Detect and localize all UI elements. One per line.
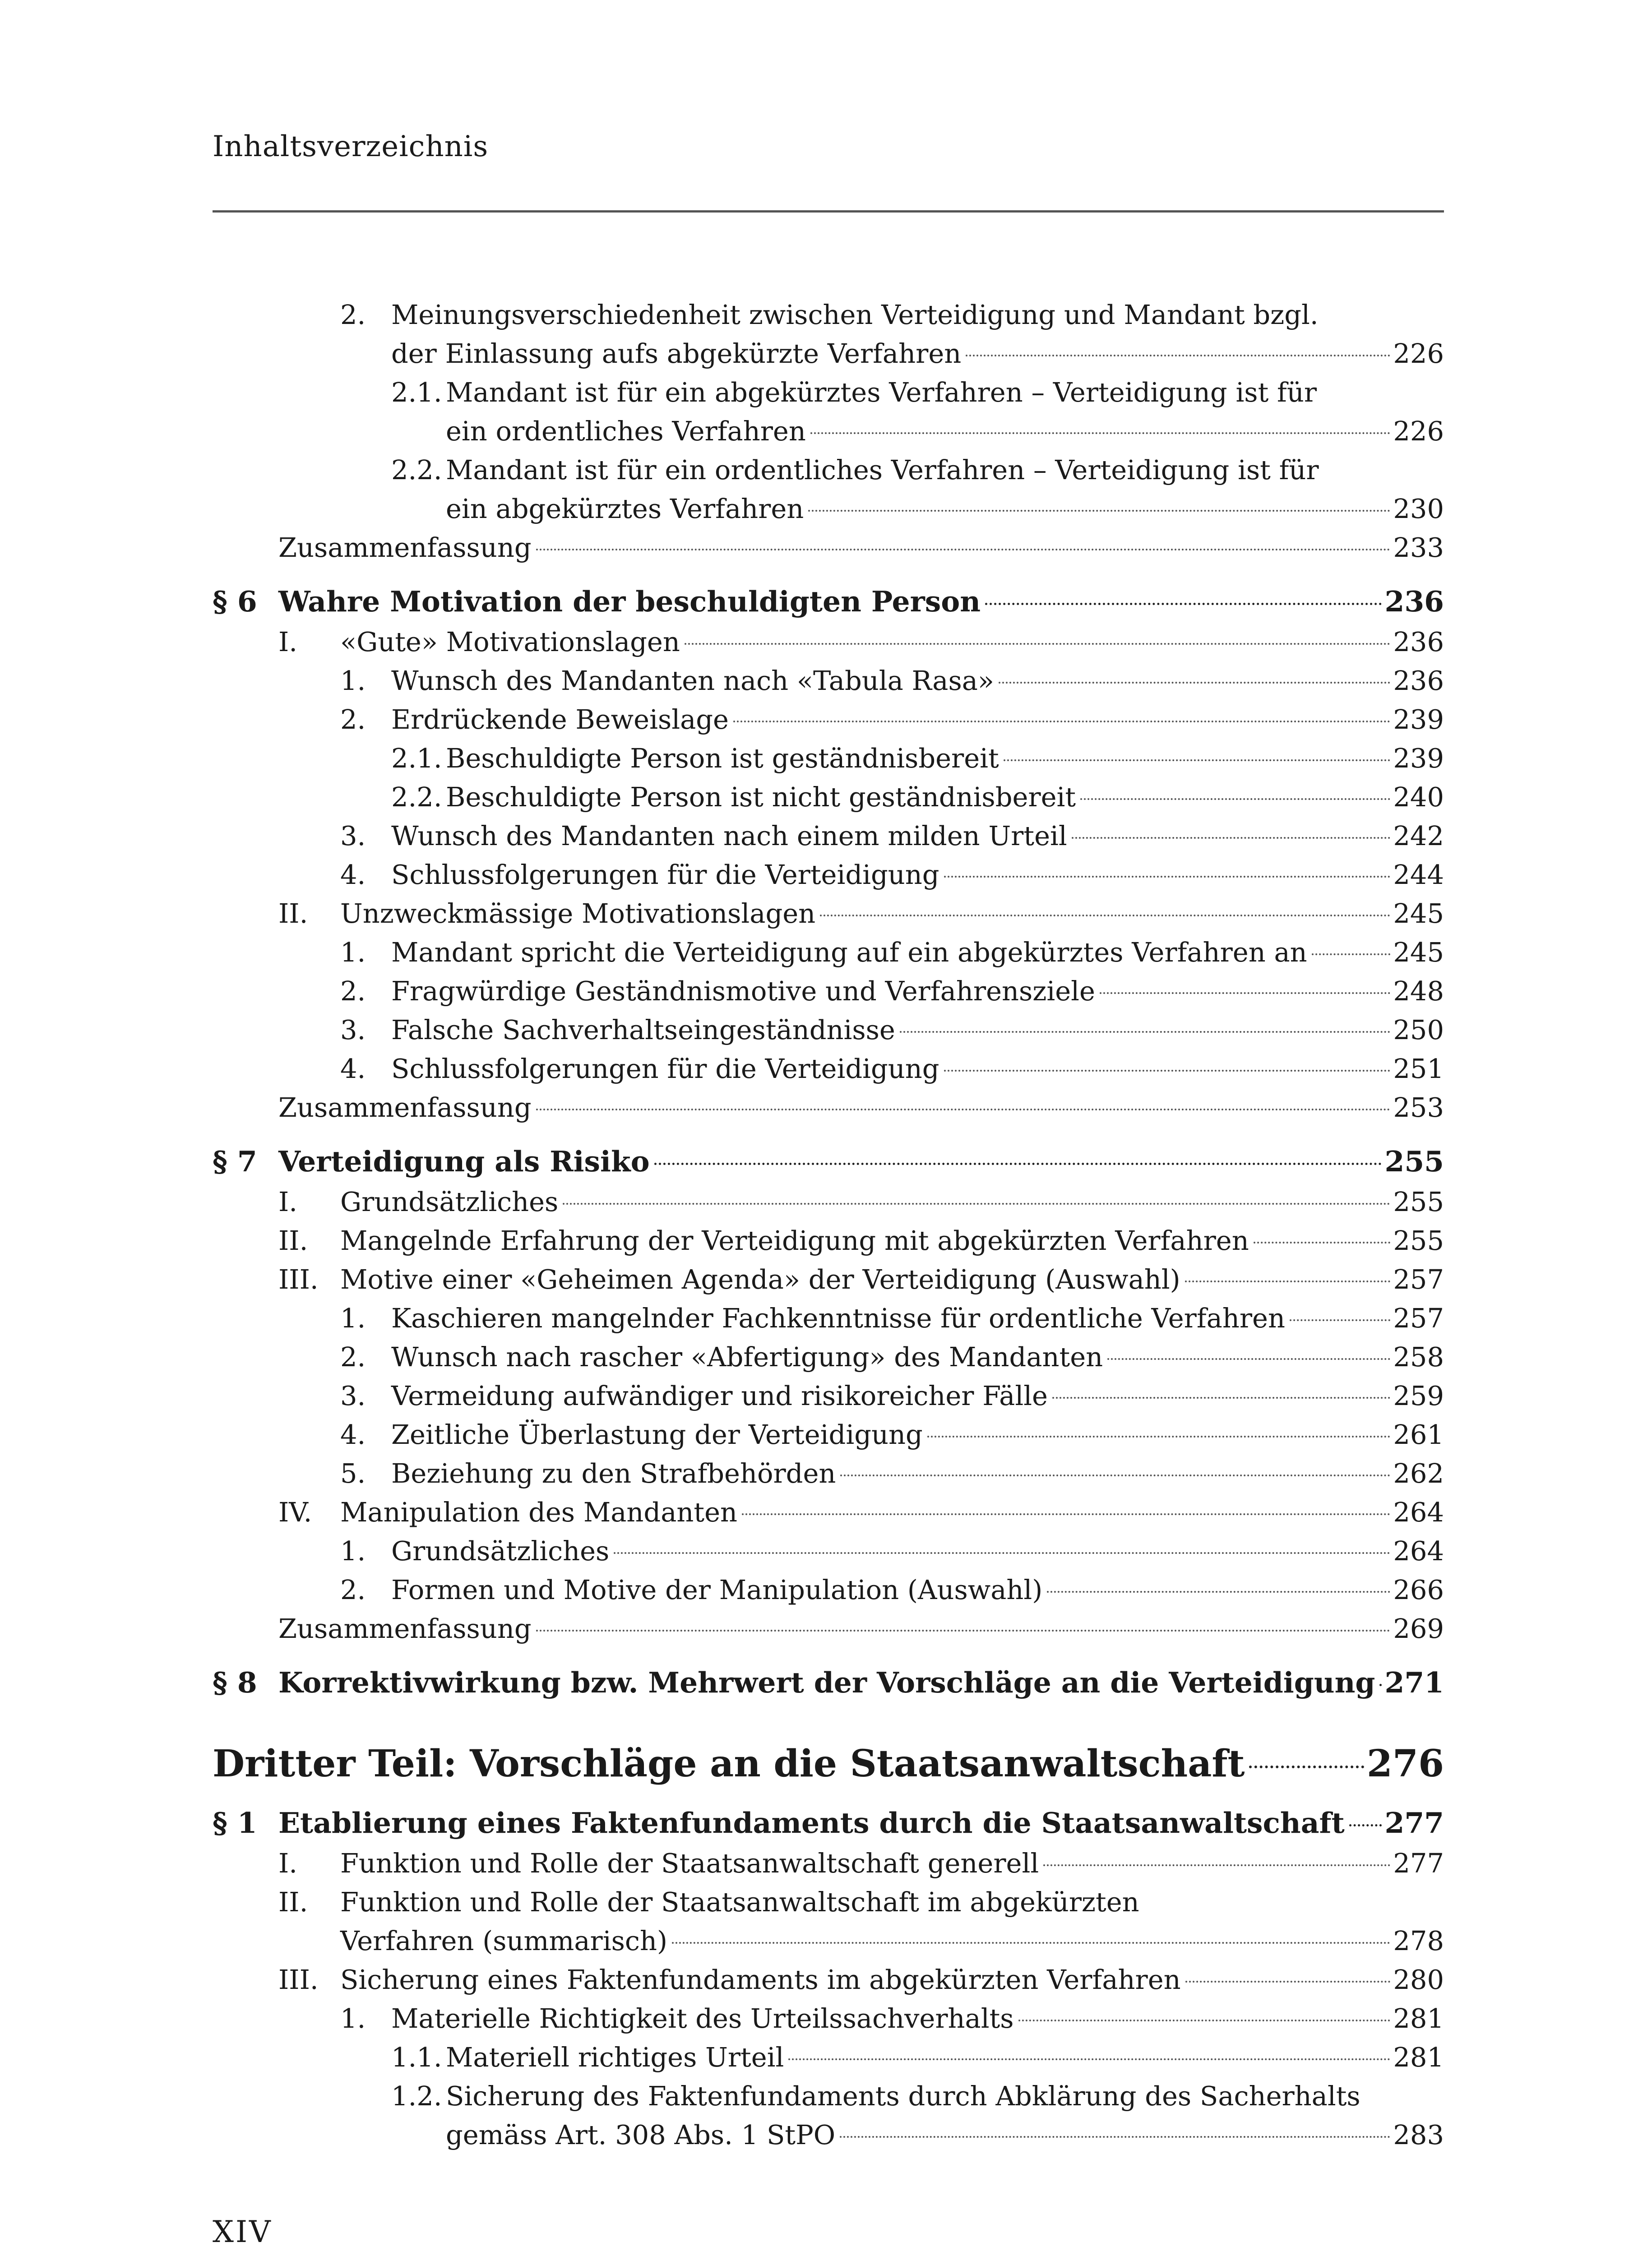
dot-leader — [1052, 1397, 1390, 1399]
toc-entry[interactable] — [213, 661, 1444, 700]
toc-entry-final-line — [278, 1088, 1444, 1127]
toc-entry-final-line — [340, 1960, 1444, 1999]
toc-entry-title: Beschuldigte Person ist nicht geständnisbereit — [446, 781, 1076, 813]
toc-entry-final-line — [446, 2116, 1444, 2154]
toc-entry-number: 2. — [340, 1341, 366, 1373]
toc-entry-title-line: Funktion und Rolle der Staatsanwaltschaft im abgekürzten — [340, 1886, 1139, 1918]
toc-entry-final-line — [391, 661, 1444, 700]
toc-page-number: 226 — [1393, 416, 1444, 447]
toc-entry-number: § 6 — [213, 585, 257, 618]
toc-entry-final-line — [391, 1532, 1444, 1571]
toc-entry-final-line — [391, 1011, 1444, 1049]
dot-leader — [840, 2136, 1390, 2138]
toc-chapter[interactable] — [213, 582, 1444, 621]
toc-entry-number: 1. — [340, 1535, 366, 1567]
toc-entry[interactable] — [213, 451, 1444, 528]
toc-entry-number: § 8 — [213, 1666, 257, 1699]
toc-entry-number: § 7 — [213, 1145, 257, 1178]
toc-entry-number: 3. — [340, 820, 366, 851]
toc-entry-number: I. — [278, 1848, 298, 1879]
toc-entry[interactable] — [213, 1415, 1444, 1454]
dot-leader — [1249, 1766, 1364, 1768]
toc-page-number: 230 — [1393, 493, 1444, 524]
toc-page-number: 264 — [1393, 1535, 1444, 1567]
toc-page-number: 255 — [1393, 1225, 1444, 1256]
toc-entry-number: 1. — [340, 2003, 366, 2034]
toc-entry-final-line — [278, 1803, 1444, 1842]
toc-entry-number: 4. — [340, 1419, 366, 1450]
dot-leader — [808, 510, 1390, 512]
toc-entry[interactable] — [213, 1532, 1444, 1571]
toc-page-number: 239 — [1393, 743, 1444, 774]
toc-entry-title: Etablierung eines Faktenfundaments durch die Staatsanwaltschaft — [278, 1806, 1345, 1840]
toc-entry-title-line: Sicherung des Faktenfundaments durch Abklärung des Sacherhalts — [446, 2080, 1360, 2112]
toc-entry[interactable] — [213, 855, 1444, 894]
toc-entry-title: Schlussfolgerungen für die Verteidigung — [391, 1053, 939, 1084]
toc-entry[interactable] — [213, 1338, 1444, 1377]
toc-entry-final-line — [340, 1922, 1444, 1960]
toc-entry[interactable] — [213, 2077, 1444, 2154]
toc-entry-title: der Einlassung aufs abgekürzte Verfahren — [391, 338, 962, 369]
dot-leader — [733, 721, 1390, 722]
dot-leader — [672, 1942, 1390, 1944]
toc-page-number: 253 — [1393, 1092, 1444, 1123]
toc-entry-number: 1.2. — [391, 2080, 442, 2112]
toc-entry-number: 2. — [340, 704, 366, 735]
toc-entry[interactable] — [213, 1221, 1444, 1260]
toc-entry-final-line — [340, 1493, 1444, 1532]
toc-entry-number: 2.2. — [391, 781, 442, 813]
toc-entry-title: Funktion und Rolle der Staatsanwaltschaft generell — [340, 1848, 1039, 1879]
toc-entry-final-line — [391, 700, 1444, 739]
dot-leader — [788, 2058, 1390, 2060]
toc-entry-title: Grundsätzliches — [340, 1186, 559, 1217]
table-of-contents — [213, 296, 1444, 2154]
toc-page-number: 269 — [1393, 1613, 1444, 1644]
toc-entry-number: 1. — [340, 937, 366, 968]
toc-entry-title: Beziehung zu den Strafbehörden — [391, 1458, 836, 1489]
toc-entry-final-line — [278, 528, 1444, 567]
toc-page-number: 264 — [1393, 1497, 1444, 1528]
toc-entry-final-line — [340, 1221, 1444, 1260]
dot-leader — [944, 876, 1391, 878]
dot-leader — [1290, 1319, 1390, 1321]
dot-leader — [1254, 1242, 1391, 1244]
toc-page-number: 255 — [1393, 1186, 1444, 1217]
dot-leader — [1100, 992, 1390, 994]
toc-entry-title: Fragwürdige Geständnismotive und Verfahrensziele — [391, 975, 1095, 1007]
dot-leader — [1018, 2020, 1391, 2021]
toc-entry-final-line — [391, 972, 1444, 1011]
toc-page-number: 244 — [1393, 859, 1444, 890]
toc-entry[interactable] — [213, 1999, 1444, 2038]
dot-leader — [985, 603, 1382, 605]
toc-entry[interactable] — [213, 1011, 1444, 1049]
toc-page-number: 261 — [1393, 1419, 1444, 1450]
toc-entry-number: II. — [278, 1225, 308, 1256]
toc-page-number: 277 — [1384, 1806, 1444, 1840]
toc-entry-title-line: Mandant ist für ein abgekürztes Verfahren – Verteidigung ist für — [446, 377, 1317, 408]
dot-leader — [536, 1109, 1391, 1110]
toc-entry-final-line — [446, 739, 1444, 778]
toc-entry[interactable] — [213, 1183, 1444, 1221]
toc-page-number: 255 — [1384, 1145, 1444, 1178]
dot-leader — [1312, 953, 1391, 955]
toc-entry-number: III. — [278, 1964, 319, 1995]
toc-entry-title: ein ordentliches Verfahren — [446, 416, 806, 447]
toc-entry-final-line — [391, 933, 1444, 972]
header-rule — [213, 210, 1444, 213]
dot-leader — [1185, 1281, 1391, 1282]
toc-entry[interactable] — [213, 1493, 1444, 1532]
toc-chapter[interactable] — [213, 1663, 1444, 1702]
dot-leader — [654, 1163, 1382, 1165]
dot-leader — [900, 1031, 1391, 1033]
dot-leader — [927, 1436, 1391, 1438]
toc-entry[interactable] — [213, 1377, 1444, 1415]
toc-chapter[interactable] — [213, 1803, 1444, 1842]
toc-entry-final-line — [278, 1609, 1444, 1648]
toc-page-number: 258 — [1393, 1341, 1444, 1373]
toc-entry-number: 2.1. — [391, 377, 442, 408]
toc-entry[interactable] — [213, 972, 1444, 1011]
toc-entry-title: Zeitliche Überlastung der Verteidigung — [391, 1419, 923, 1450]
toc-part[interactable] — [213, 1739, 1444, 1789]
toc-entry[interactable] — [213, 623, 1444, 661]
toc-entry-title: Vermeidung aufwändiger und risikoreicher Fälle — [391, 1380, 1048, 1411]
dot-leader — [1072, 837, 1391, 839]
toc-page-number: 239 — [1393, 704, 1444, 735]
dot-leader — [1349, 1824, 1382, 1826]
toc-entry-number: 2.2. — [391, 454, 442, 485]
toc-entry-final-line — [391, 817, 1444, 855]
toc-entry-title: Verteidigung als Risiko — [278, 1145, 650, 1178]
toc-page-number: 233 — [1393, 532, 1444, 563]
toc-page-number: 259 — [1393, 1380, 1444, 1411]
toc-entry-final-line — [278, 582, 1444, 621]
running-head: Inhaltsverzeichnis — [213, 130, 489, 163]
toc-entry[interactable] — [213, 296, 1444, 373]
toc-entry-final-line — [391, 1377, 1444, 1415]
toc-entry-number: 2. — [340, 975, 366, 1007]
dot-leader — [1043, 1864, 1390, 1866]
toc-entry-number: I. — [278, 1186, 298, 1217]
toc-entry-final-line — [391, 1299, 1444, 1338]
toc-entry-number: 1. — [340, 665, 366, 696]
toc-entry-final-line — [391, 334, 1444, 373]
dot-leader — [840, 1475, 1390, 1476]
toc-page-number: 242 — [1393, 820, 1444, 851]
toc-entry-title: ein abgekürztes Verfahren — [446, 493, 804, 524]
toc-entry-final-line — [278, 1142, 1444, 1181]
toc-entry[interactable] — [213, 1260, 1444, 1299]
toc-page-number: 280 — [1393, 1964, 1444, 1995]
toc-entry-title: Wunsch des Mandanten nach «Tabula Rasa» — [391, 665, 995, 696]
toc-entry-number: IV. — [278, 1497, 312, 1528]
toc-entry-final-line — [391, 1454, 1444, 1493]
toc-page-number: 281 — [1393, 2003, 1444, 2034]
toc-entry-number: 3. — [340, 1380, 366, 1411]
toc-entry-final-line — [340, 1260, 1444, 1299]
toc-entry[interactable] — [213, 1883, 1444, 1960]
toc-chapter[interactable] — [213, 1142, 1444, 1181]
toc-entry-title: Korrektivwirkung bzw. Mehrwert der Vorschläge an die Verteidigung — [278, 1666, 1375, 1699]
dot-leader — [614, 1552, 1390, 1554]
toc-entry[interactable] — [213, 933, 1444, 972]
toc-entry-title: Wunsch des Mandanten nach einem milden Urteil — [391, 820, 1067, 851]
toc-entry[interactable] — [213, 1844, 1444, 1883]
toc-entry-final-line — [391, 1338, 1444, 1377]
toc-entry[interactable] — [213, 700, 1444, 739]
dot-leader — [966, 355, 1390, 356]
dot-leader — [536, 549, 1391, 550]
toc-page-number: 245 — [1393, 937, 1444, 968]
toc-entry-number: 1. — [340, 1303, 366, 1334]
toc-entry-title: Mandant spricht die Verteidigung auf ein abgekürztes Verfahren an — [391, 937, 1307, 968]
toc-page-number: 266 — [1393, 1574, 1444, 1605]
toc-entry-number: I. — [278, 626, 298, 657]
toc-entry-number: II. — [278, 1886, 308, 1918]
dot-leader — [1047, 1591, 1390, 1593]
toc-entry-title: Unzweckmässige Motivationslagen — [340, 898, 816, 929]
dot-leader — [999, 682, 1390, 684]
toc-entry-number: 3. — [340, 1014, 366, 1045]
toc-entry-title: Dritter Teil: Vorschläge an die Staatsanwaltschaft — [213, 1742, 1245, 1785]
toc-entry[interactable] — [213, 1571, 1444, 1609]
dot-leader — [810, 432, 1391, 434]
toc-entry-number: 2. — [340, 299, 366, 330]
toc-page-number: 271 — [1384, 1666, 1444, 1699]
toc-entry-final-line — [391, 1415, 1444, 1454]
dot-leader — [1080, 798, 1390, 800]
toc-page-number: 236 — [1384, 585, 1444, 618]
toc-page-number: 226 — [1393, 338, 1444, 369]
toc-entry-title: Erdrückende Beweislage — [391, 704, 729, 735]
toc-entry[interactable] — [213, 1960, 1444, 1999]
dot-leader — [1107, 1358, 1390, 1360]
toc-entry-number: 5. — [340, 1458, 366, 1489]
toc-entry-final-line — [391, 1571, 1444, 1609]
toc-page-number: 283 — [1393, 2119, 1444, 2150]
toc-entry[interactable] — [213, 1454, 1444, 1493]
toc-entry[interactable] — [213, 1609, 1444, 1648]
toc-entry-final-line — [213, 1739, 1444, 1789]
toc-entry-title: Sicherung eines Faktenfundaments im abgekürzten Verfahren — [340, 1964, 1181, 1995]
dot-leader — [742, 1513, 1390, 1515]
toc-page-number: 236 — [1393, 626, 1444, 657]
toc-entry-number: § 1 — [213, 1806, 257, 1840]
toc-entry-title: Kaschieren mangelnder Fachkenntnisse für ordentliche Verfahren — [391, 1303, 1285, 1334]
toc-page-number: 250 — [1393, 1014, 1444, 1045]
toc-page-number: 236 — [1393, 665, 1444, 696]
dot-leader — [1185, 1981, 1391, 1983]
toc-entry-title: Verfahren (summarisch) — [340, 1925, 667, 1956]
page-number: XIV — [213, 2214, 273, 2249]
toc-entry-final-line — [391, 1049, 1444, 1088]
toc-page-number: 251 — [1393, 1053, 1444, 1084]
toc-entry-title: Motive einer «Geheimen Agenda» der Verteidigung (Auswahl) — [340, 1264, 1180, 1295]
toc-entry-title: Schlussfolgerungen für die Verteidigung — [391, 859, 939, 890]
toc-page-number: 278 — [1393, 1925, 1444, 1956]
toc-entry-number: 4. — [340, 859, 366, 890]
toc-entry[interactable] — [213, 1299, 1444, 1338]
toc-entry-title: Wunsch nach rascher «Abfertigung» des Mandanten — [391, 1341, 1103, 1373]
toc-entry-number: 1.1. — [391, 2042, 442, 2073]
dot-leader — [820, 915, 1390, 916]
toc-entry-title-line: Mandant ist für ein ordentliches Verfahren – Verteidigung ist für — [446, 454, 1319, 485]
toc-entry-final-line — [340, 894, 1444, 933]
toc-entry-title: gemäss Art. 308 Abs. 1 StPO — [446, 2119, 836, 2150]
toc-entry[interactable] — [213, 373, 1444, 451]
toc-entry-title: Falsche Sachverhaltseingeständnisse — [391, 1014, 895, 1045]
toc-entry-number: 2.1. — [391, 743, 442, 774]
toc-entry[interactable] — [213, 778, 1444, 817]
toc-entry-title: Zusammenfassung — [278, 532, 532, 563]
toc-entry-title: «Gute» Motivationslagen — [340, 626, 680, 657]
toc-entry-final-line — [446, 412, 1444, 451]
toc-entry-final-line — [340, 1183, 1444, 1221]
toc-entry-final-line — [340, 623, 1444, 661]
toc-page-number: 262 — [1393, 1458, 1444, 1489]
dot-leader — [944, 1070, 1391, 1072]
toc-entry-title: Mangelnde Erfahrung der Verteidigung mit abgekürzten Verfahren — [340, 1225, 1249, 1256]
toc-page-number: 240 — [1393, 781, 1444, 813]
toc-entry-number: 2. — [340, 1574, 366, 1605]
toc-entry-title: Materiell richtiges Urteil — [446, 2042, 784, 2073]
toc-entry-title: Beschuldigte Person ist geständnisbereit — [446, 743, 999, 774]
toc-entry-title: Wahre Motivation der beschuldigten Person — [278, 585, 981, 618]
dot-leader — [1004, 759, 1391, 761]
toc-entry[interactable] — [213, 1088, 1444, 1127]
toc-entry-final-line — [446, 778, 1444, 817]
toc-entry[interactable] — [213, 817, 1444, 855]
toc-page-number: 245 — [1393, 898, 1444, 929]
toc-entry-title: Grundsätzliches — [391, 1535, 610, 1567]
toc-page-number: 257 — [1393, 1264, 1444, 1295]
dot-leader — [1379, 1684, 1382, 1686]
toc-page-number: 276 — [1366, 1742, 1444, 1785]
toc-entry[interactable] — [213, 1049, 1444, 1088]
dot-leader — [685, 643, 1391, 645]
toc-entry-final-line — [391, 855, 1444, 894]
toc-entry-number: III. — [278, 1264, 319, 1295]
toc-page-number: 257 — [1393, 1303, 1444, 1334]
toc-entry-title: Zusammenfassung — [278, 1092, 532, 1123]
toc-entry-title-line: Meinungsverschiedenheit zwischen Verteidigung und Mandant bzgl. — [391, 299, 1319, 330]
toc-entry-title: Formen und Motive der Manipulation (Auswahl) — [391, 1574, 1043, 1605]
toc-entry[interactable] — [213, 528, 1444, 567]
toc-entry-final-line — [446, 2038, 1444, 2077]
toc-page-number: 281 — [1393, 2042, 1444, 2073]
toc-entry-number: 4. — [340, 1053, 366, 1084]
toc-page-number: 248 — [1393, 975, 1444, 1007]
toc-entry-final-line — [391, 1999, 1444, 2038]
toc-entry-title: Manipulation des Mandanten — [340, 1497, 737, 1528]
toc-entry-final-line — [340, 1844, 1444, 1883]
toc-entry[interactable] — [213, 894, 1444, 933]
toc-entry-title: Zusammenfassung — [278, 1613, 532, 1644]
dot-leader — [563, 1203, 1390, 1205]
dot-leader — [536, 1630, 1391, 1632]
toc-entry-title: Materielle Richtigkeit des Urteilssachverhalts — [391, 2003, 1014, 2034]
toc-entry[interactable] — [213, 739, 1444, 778]
toc-entry[interactable] — [213, 2038, 1444, 2077]
toc-page-number: 277 — [1393, 1848, 1444, 1879]
toc-entry-final-line — [446, 490, 1444, 528]
toc-entry-number: II. — [278, 898, 308, 929]
toc-entry-final-line — [278, 1663, 1444, 1702]
